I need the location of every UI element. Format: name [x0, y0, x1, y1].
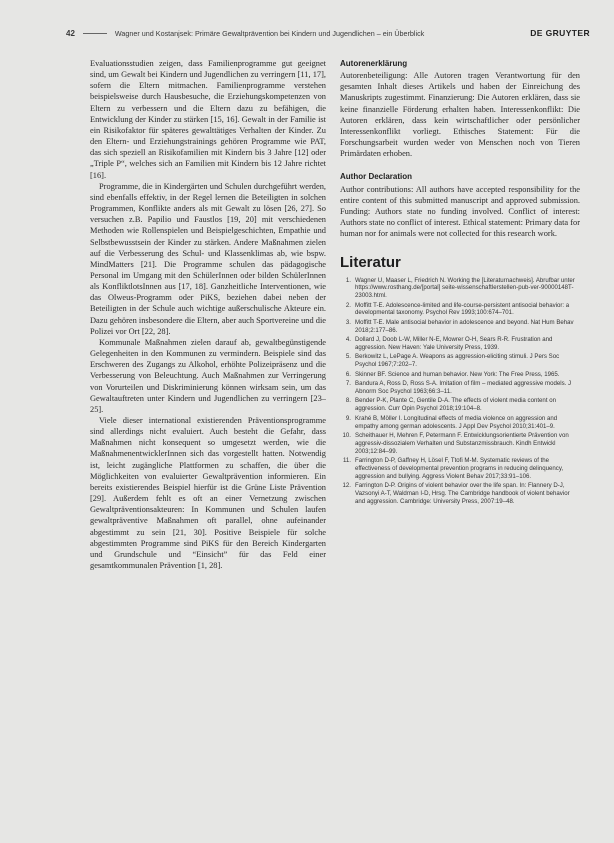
reference-list [340, 277, 580, 506]
reference-text: Wagner U, Maaser L, Friedrich N. Working the [Literaturnachweis]. Abrufbar unter https://www.rosthang.de/[portal] seite-wissenschaftlerstellen-pub-ver-90000148T-23003.html. [355, 276, 575, 300]
reference-item [340, 482, 580, 506]
reference-item [340, 397, 580, 413]
header-rule [83, 33, 107, 34]
reference-item [340, 432, 580, 456]
reference-number: 2. [345, 301, 351, 309]
reference-number: 11. [342, 457, 351, 465]
reference-item [340, 415, 580, 431]
section-body-autorenerklaerung: Autorenbeteiligung: Alle Autoren tragen Verantwortung für den gesamten Inhalt dieses Artikels und haben der Einreichung des Manuskripts zugestimmt. Finanzierung: Die Autoren erklären, dass sie keine finanzielle Förderung erhalten haben. Interessenkonflikt: Die Autoren erklären, dass kein wirtschaftlicher oder persönlicher Interessenkonflikt vorliegt. Ethisches Statement: Für die Forschungsarbeit wurden weder von Menschen noch von Tieren Primärdaten erhoben. [340, 71, 580, 159]
literature-heading: Literatur [340, 254, 401, 272]
reference-item [340, 380, 580, 396]
section-heading-autorenerklaerung: Autorenerklärung [340, 59, 408, 68]
reference-item [340, 353, 580, 369]
body-paragraph: Evaluationsstudien zeigen, dass Familienprogramme gut geeignet sind, um Gewalt bei Kindern und Jugendlichen zu verringern [11, 17], sofern die Eltern mitmachen. Familienprogramme verstehen beispielsweise durch Hausbesuche, die Erziehungskompetenzen von Eltern zu verbessern und die Eltern dazu zu befähigen, die Entwicklung der Kinder zu stärken [15, 16]. Gewalt in der Familie ist ein Risikofaktor für späteres gewalttätiges Verhalten der Kinder. Zu den Eltern- und Erziehungstrainings gehören Programme wie PAT, das sich speziell an Risikofamilien mit Kindern bis 3 Jahre [12] oder „Triple P“, welches sich an Familien mit Kindern bis 12 Jahre richtet [16]. [90, 59, 326, 180]
reference-item [340, 336, 580, 352]
body-paragraph: Programme, die in Kindergärten und Schulen durchgeführt werden, sind ebenfalls effektiv, in der Regel lernen die Beteiligten in solchen Programmen, Konflikte anders als mit Gewalt zu lösen [26, 27]. So versuchen z.B. Papilio und Faustlos [19, 20] mit verschiedenen Methoden wie Rollenspielen und Beispielgeschichten, Empathie und Selbstbewusstsein der Kinder zu stärken. Andere Maßnahmen zielen auf die Verbesserung des Schul- und Klassenklimas ab, wie bspw. MindMatters [21]. Die Programme schulen das pädagogische Personal im Umgang mit den SchülerInnen oder bilden SchülerInnen als KonfliktlotsInnen aus [17, 18]. Ganzheitliche Interventionen, wie das Olweus-Programm oder PiKS, beziehen dabei neben der Beteiligten in der Schule auch wichtige außerschulische Akteure ein. Dazu gehören insbesondere die Eltern, aber auch Sportvereine und die Polizei vor Ort [22, 28]. [90, 181, 326, 336]
reference-item [340, 302, 580, 318]
page-number: 42 [66, 28, 75, 38]
reference-number: 10. [342, 432, 351, 440]
reference-number: 3. [345, 318, 351, 326]
reference-text: Farrington D-P, Gaffney H, Lösel F, Ttofi M-M. Systematic reviews of the effectiveness of developmental prevention programs in reducing delinquency, aggression and bullying. Aggress Violent Behav 2017;33:91–106. [355, 457, 564, 480]
reference-text: Skinner BF. Science and human behavior. New York: The Free Press, 1965. [355, 370, 560, 378]
reference-text: Bender P-K, Plante C, Gentile D-A. The effects of violent media content on aggression. Curr Opin Psychol 2018;19:104–8. [355, 397, 556, 413]
reference-text: Moffitt T-E. Adolescence-limited and life-course-persistent antisocial behavior: a developmental taxonomy. Psychol Rev 1993;100:674–701. [355, 301, 570, 317]
reference-item [340, 277, 580, 301]
reference-text: Bandura A, Ross D, Ross S-A. Imitation of film – mediated aggressive models. J Abnorm Soc Psychol 1963;66:3–11. [355, 380, 572, 396]
body-paragraph: Kommunale Maßnahmen zielen darauf ab, gewaltbegünstigende Gelegenheiten in den Kommunen zu vermindern. Beispiele sind das Erschweren des Zugangs zu Alkohol, erhöhte Polizeipräsenz und die Verbesserung von Beleuchtung. Auch Maßnahmen zur Verringerung von Vorurteilen und Diskriminierung können wirksam sein, um das Gewaltauftreten unter Kindern und Jugendlichen zu verringern [23–25]. [90, 337, 326, 414]
reference-text: Krahé B, Möller I. Longitudinal effects of media violence on aggression and empathy among german adolescents. J Appl Dev Psychol 2010;31:401–9. [355, 414, 558, 430]
reference-text: Farrington D-P. Origins of violent behavior over the life span. In: Flannery D-J, Vazsonyi A-T, Waldman I-D, Hrsg. The Cambridge handbook of violent behavior and aggression. Cambridge: University Press, 2007:19–48. [355, 482, 570, 505]
reference-text: Berkowitz L, LePage A. Weapons as aggression-eliciting stimuli. J Pers Soc Psychol 1967;7:202–7. [355, 353, 560, 369]
reference-item [340, 319, 580, 335]
section-heading-author-declaration: Author Declaration [340, 172, 413, 182]
publisher-logo: DE GRUYTER [530, 28, 590, 38]
reference-text: Dollard J, Doob L-W, Miller N-E, Mowrer O-H, Sears R-R. Frustration and aggression. New Haven: Yale University Press, 1939. [355, 336, 553, 352]
reference-item [340, 371, 580, 379]
section-body-author-declaration: Author contributions: All authors have accepted responsibility for the entire content of this submitted manuscript and approved submission. Funding: Authors state no funding involved. Conflict of interest: Authors state no conflict of interest. Ethical statement: Primary data for human nor for animals were not collected for this research work. [340, 184, 580, 239]
reference-number: 5. [345, 353, 351, 361]
reference-number: 7. [345, 380, 351, 388]
page-header [66, 26, 590, 40]
reference-text: Moffitt T-E. Male antisocial behavior in adolescence and beyond. Nat Hum Behav 2018;2:177–86. [355, 318, 574, 334]
reference-number: 9. [345, 414, 351, 422]
reference-number: 12. [342, 482, 351, 490]
reference-number: 1. [345, 276, 351, 284]
reference-text: Scheithauer H, Mehren F, Petermann F. Entwicklungsorientierte Prävention von aggressiv-dissozialem Verhalten und Substanzmissbrauch. Kindh Entwickl 2003;12:84–99. [355, 432, 569, 455]
right-column [340, 58, 580, 507]
reference-number: 4. [345, 336, 351, 344]
running-title: Wagner und Kostanjsek: Primäre Gewaltprävention bei Kindern und Jugendlichen – ein Überblick [114, 28, 425, 38]
left-column [90, 58, 326, 571]
reference-number: 8. [345, 397, 351, 405]
reference-number: 6. [345, 370, 351, 378]
body-paragraph: Viele dieser international existierenden Präventionsprogramme sind allerdings nicht evaluiert. Auch besteht die Gefahr, dass Maßnahmen nicht konsequent so umgesetzt werden, wie die MaßnahmenentwicklerInnen sich das vorgestellt hatten. Notwendig ist, leicht zugängliche Plattformen zu schaffen, die über die Möglichkeiten von evaluierter Gewaltprävention informieren. Ein bereits existierendes Beispiel hierfür ist die Grüne Liste Prävention [29]. Außerdem fehlt es oft an einer Vernetzung zwischen Gewaltpräventionsakteuren: In Kommunen und Schulen laufen gewaltpräventive Maßnahmen oft parallel, ohne aufeinander abgestimmt zu sein [21, 30]. Positive Beispiele für solche abgestimmten Programme sind PiKS für den Bereich Kindergarten und Grundschule und “Einsicht” für das Feld einer gesamtkommunalen Prävention [1, 28]. [90, 416, 326, 571]
reference-item [340, 457, 580, 481]
